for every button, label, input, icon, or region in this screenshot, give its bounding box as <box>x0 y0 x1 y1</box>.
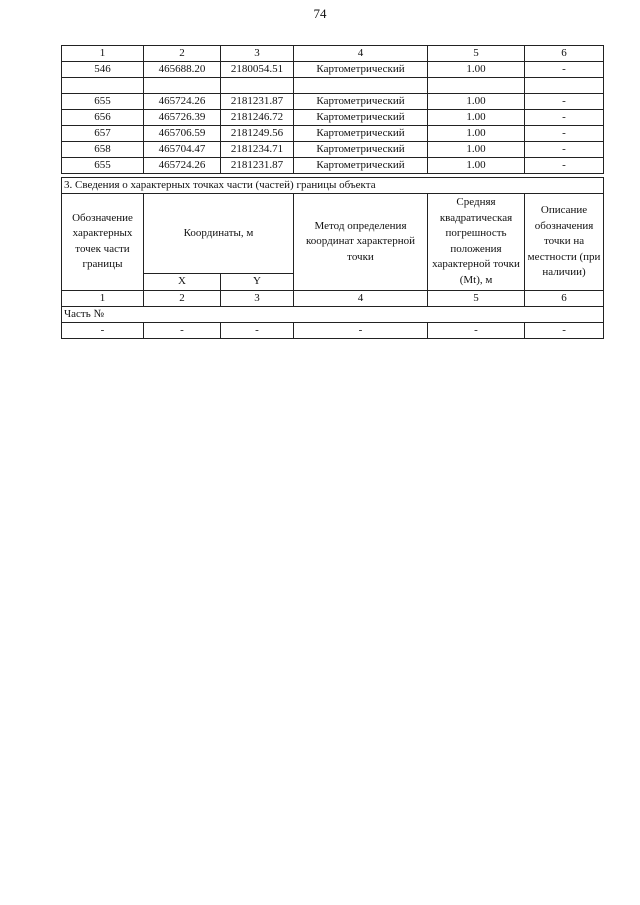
part-label: Часть № <box>62 306 604 322</box>
table-cell: 1.00 <box>428 62 525 78</box>
table-row <box>62 78 604 94</box>
section-title-row <box>62 178 604 194</box>
table-cell: 1.00 <box>428 142 525 158</box>
header-accuracy: Средняя квадратическая погрешность положения характерной точки (Mt), м <box>428 194 525 291</box>
table-cell: 546 <box>62 62 144 78</box>
table-cell: - <box>525 62 604 78</box>
table-cell: - <box>428 322 525 338</box>
table-cell: - <box>525 110 604 126</box>
table-row <box>62 158 604 174</box>
column-number: 2 <box>144 290 221 306</box>
section-title: 3. Сведения о характерных точках части (частей) границы объекта <box>62 178 604 194</box>
table-cell: - <box>525 126 604 142</box>
header-description: Описание обозначения точки на местности (при наличии) <box>525 194 604 291</box>
table-row <box>62 110 604 126</box>
table-cell <box>428 78 525 94</box>
column-number: 6 <box>525 46 604 62</box>
table-cell: 657 <box>62 126 144 142</box>
column-number: 4 <box>294 46 428 62</box>
table-cell: Картометрический <box>294 142 428 158</box>
page-number: 74 <box>313 6 327 21</box>
column-number: 1 <box>62 290 144 306</box>
table-cell: 2181231.87 <box>221 94 294 110</box>
table-cell: 2181231.87 <box>221 158 294 174</box>
header-y: Y <box>221 274 294 291</box>
table-cell: 1.00 <box>428 94 525 110</box>
table-cell: - <box>525 142 604 158</box>
table-cell: - <box>144 322 221 338</box>
table-cell: - <box>221 322 294 338</box>
table-cell: Картометрический <box>294 94 428 110</box>
table-cell: 465706.59 <box>144 126 221 142</box>
table-cell: Картометрический <box>294 62 428 78</box>
table-cell <box>144 78 221 94</box>
table-cell: - <box>294 322 428 338</box>
table-cell <box>62 78 144 94</box>
table-cell: 1.00 <box>428 126 525 142</box>
table-cell: 655 <box>62 158 144 174</box>
column-number: 5 <box>428 46 525 62</box>
table-cell: 2181249.56 <box>221 126 294 142</box>
table-cell: 656 <box>62 110 144 126</box>
table-row <box>62 62 604 78</box>
table-cell: 2180054.51 <box>221 62 294 78</box>
column-number: 2 <box>144 46 221 62</box>
table-cell <box>525 78 604 94</box>
table-cell: 465704.47 <box>144 142 221 158</box>
column-numbers-row <box>62 46 604 62</box>
table-cell: - <box>525 94 604 110</box>
table-cell: - <box>525 322 604 338</box>
header-method: Метод определения координат характерной точки <box>294 194 428 291</box>
table-row <box>62 322 604 338</box>
points-table <box>61 45 604 174</box>
part-points-table <box>61 177 604 339</box>
table-cell: 465724.26 <box>144 158 221 174</box>
table-cell: 465688.20 <box>144 62 221 78</box>
column-numbers-row <box>62 290 604 306</box>
table-cell: 1.00 <box>428 110 525 126</box>
table-row <box>62 142 604 158</box>
part-row <box>62 306 604 322</box>
column-number: 4 <box>294 290 428 306</box>
header-designation: Обозначение характерных точек части границы <box>62 194 144 291</box>
table-cell: 655 <box>62 94 144 110</box>
header-row <box>62 194 604 274</box>
table-cell: 465726.39 <box>144 110 221 126</box>
table-cell: - <box>62 322 144 338</box>
table-cell: 465724.26 <box>144 94 221 110</box>
table-cell: 658 <box>62 142 144 158</box>
header-x: X <box>144 274 221 291</box>
table-cell: Картометрический <box>294 110 428 126</box>
table-cell: 2181246.72 <box>221 110 294 126</box>
table-cell: Картометрический <box>294 158 428 174</box>
table-row <box>62 126 604 142</box>
table-cell: - <box>525 158 604 174</box>
table-cell <box>294 78 428 94</box>
table-cell <box>221 78 294 94</box>
column-number: 6 <box>525 290 604 306</box>
column-number: 1 <box>62 46 144 62</box>
table-cell: Картометрический <box>294 126 428 142</box>
header-coordinates: Координаты, м <box>144 194 294 274</box>
table-row <box>62 94 604 110</box>
table-cell: 1.00 <box>428 158 525 174</box>
column-number: 5 <box>428 290 525 306</box>
table-cell: 2181234.71 <box>221 142 294 158</box>
column-number: 3 <box>221 290 294 306</box>
column-number: 3 <box>221 46 294 62</box>
